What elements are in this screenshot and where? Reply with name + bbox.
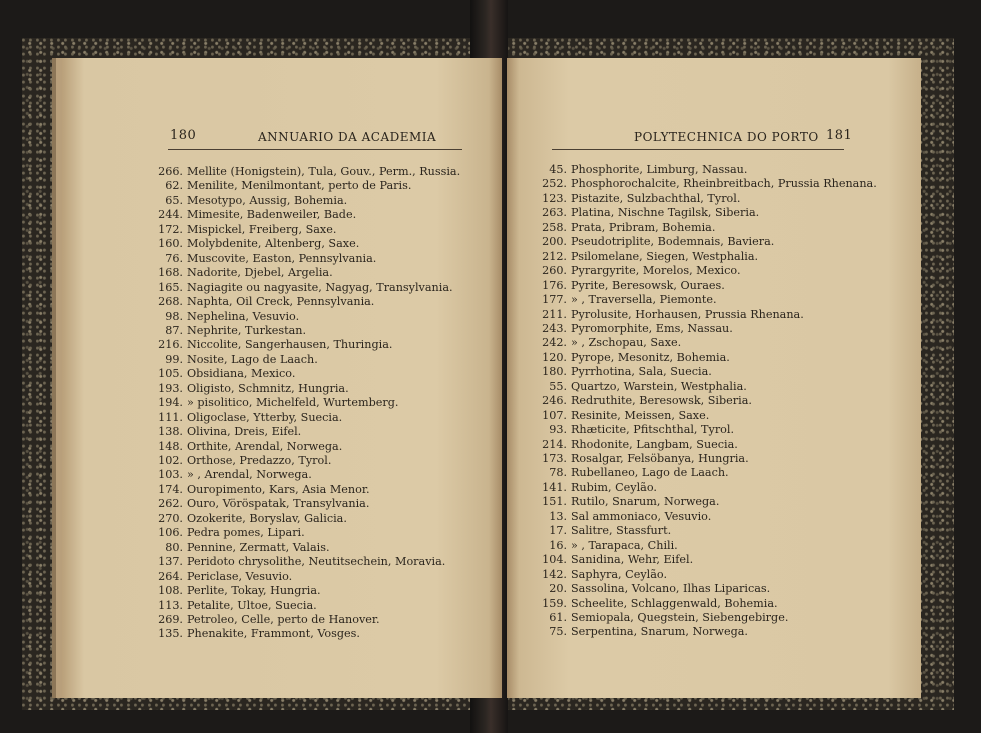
entry-text: Orthite, Arendal, Norwega. [187,439,343,453]
entry-text: Saphyra, Ceylão. [571,567,667,581]
entry-number: 105. [158,367,183,381]
list-item [157,454,331,468]
entry-number: 216. [158,338,183,352]
list-item [541,539,678,553]
entry-text: Periclase, Vesuvio. [187,569,293,583]
list-item [157,570,292,584]
entry-text: » , Tarapaca, Chili. [571,538,678,552]
list-item [541,365,712,379]
entry-text: Pennine, Zermatt, Valais. [187,540,330,554]
entry-text: Perlite, Tokay, Hungria. [187,584,321,598]
entry-number: 55. [549,379,567,393]
list-item [157,512,347,526]
entry-text: Niccolite, Sangerhausen, Thuringia. [187,338,393,352]
entry-number: 93. [549,423,567,437]
list-item [157,555,445,569]
entry-text: Scheelite, Schlaggenwald, Bohemia. [571,596,778,610]
list-item [157,541,330,555]
list-item [541,308,804,322]
entry-number: 244. [158,208,183,222]
list-item [541,221,715,235]
entry-text: » , Traversella, Piemonte. [571,293,717,307]
entry-text: Pyrolusite, Horhausen, Prussia Rhenana. [571,307,804,321]
entry-text: Platina, Nischne Tagilsk, Siberia. [571,206,760,220]
entry-text: Sal ammoniaco, Vesuvio. [571,509,712,523]
entry-number: 107. [542,408,567,422]
entry-text: Pyromorphite, Ems, Nassau. [571,321,733,335]
list-item [541,553,693,567]
list-item [541,409,709,423]
entry-number: 102. [158,454,183,467]
list-item [157,584,321,598]
list-item [541,510,711,524]
entry-number: 173. [542,452,567,465]
entry-number: 62. [165,179,183,193]
list-item [157,367,295,381]
list-item [157,295,374,309]
entry-text: Phenakite, Frammont, Vosges. [187,627,360,641]
list-item [541,279,725,293]
entry-text: » pisolitico, Michelfeld, Wurtemberg. [187,396,399,410]
entry-text: Pistazite, Sulzbachthal, Tyrol. [571,191,741,205]
entry-text: Serpentina, Snarum, Norwega. [571,625,748,639]
entry-number: 75. [549,625,567,639]
list-item [541,177,877,191]
entry-number: 168. [158,266,183,280]
entry-number: 159. [542,596,567,610]
entry-text: Pyrite, Beresowsk, Ouraes. [571,278,725,292]
entry-number: 123. [542,191,567,205]
entry-number: 16. [549,538,567,552]
entry-number: 98. [165,309,183,323]
left-header-rule [168,149,462,150]
list-item [541,293,717,307]
entry-text: Nephelina, Vesuvio. [187,309,300,323]
entry-number: 135. [158,627,183,641]
entry-number: 242. [542,336,567,350]
entry-number: 45. [549,163,567,176]
list-item [541,466,729,480]
list-item [157,194,347,208]
entry-text: Mellite (Honigstein), Tula, Gouv., Perm., Russia. [187,165,461,178]
list-item [157,208,356,222]
entry-text: Pyrrhotina, Sala, Suecia. [571,365,712,379]
entry-number: 142. [542,567,567,581]
entry-text: Pyrope, Mesonitz, Bohemia. [571,350,730,364]
list-item [157,440,342,454]
entry-text: Rubellaneo, Lago de Laach. [571,466,729,480]
entry-text: Redruthite, Beresowsk, Siberia. [571,394,752,408]
list-item [157,281,453,295]
entry-number: 177. [542,293,567,307]
list-item [157,310,299,324]
entry-number: 104. [542,553,567,567]
right-page-number: 181 [826,128,853,143]
list-item [541,235,774,249]
list-item [541,452,749,466]
entry-number: 211. [542,307,567,321]
entry-text: Nosite, Lago de Laach. [187,352,318,366]
entry-text: Rhæticite, Pfitschthal, Tyrol. [571,423,735,437]
entry-number: 106. [158,526,183,540]
list-item [541,192,740,206]
entry-text: Phosphorochalcite, Rheinbreitbach, Prussia Rhenana. [571,177,877,191]
entry-number: 252. [542,177,567,191]
list-item [157,252,376,266]
entry-text: Quartzo, Warstein, Westphalia. [571,379,747,393]
list-item [541,611,788,625]
list-item [541,582,770,596]
entry-number: 137. [158,555,183,569]
entry-number: 108. [158,584,183,598]
list-item [541,597,778,611]
list-item [157,396,398,410]
entry-text: Prata, Pribram, Bohemia. [571,220,716,234]
entry-text: Oligisto, Schmnitz, Hungria. [187,381,349,395]
entry-text: Petroleo, Celle, perto de Hanover. [187,612,380,626]
list-item [541,336,681,350]
entry-number: 200. [542,235,567,249]
entry-text: Semiopala, Quegstein, Siebengebirge. [571,610,789,624]
list-item [541,250,758,264]
entry-number: 65. [165,193,183,207]
entry-number: 269. [158,612,183,626]
entry-number: 165. [158,280,183,294]
list-item [541,423,734,437]
entry-text: Obsidiana, Mexico. [187,367,296,381]
entry-text: Ouro, Vöröspatak, Transylvania. [187,497,370,511]
entry-number: 262. [158,497,183,511]
entry-number: 113. [158,598,183,612]
list-item [157,165,460,179]
entry-number: 99. [165,352,183,366]
list-item [157,483,370,497]
list-item [541,351,730,365]
entry-number: 176. [542,278,567,292]
entry-text: Pedra pomes, Lipari. [187,526,305,540]
entry-text: Sassolina, Volcano, Ilhas Liparicas. [571,582,771,596]
entry-number: 243. [542,321,567,335]
entry-number: 141. [542,480,567,494]
entry-text: Resinite, Meissen, Saxe. [571,408,710,422]
entry-number: 266. [158,165,183,178]
list-item [157,599,317,613]
entry-text: Sanidina, Wehr, Eifel. [571,553,694,567]
entry-text: Rutilo, Snarum, Norwega. [571,495,720,509]
list-item [157,526,305,540]
entry-text: Orthose, Predazzo, Tyrol. [187,454,332,467]
list-item [157,627,360,641]
entry-number: 214. [542,437,567,451]
entry-number: 20. [549,582,567,596]
list-item [541,264,741,278]
entry-number: 193. [158,381,183,395]
list-item [541,568,667,582]
list-item [157,613,380,627]
entry-text: Pseudotriplite, Bodemnais, Baviera. [571,235,775,249]
entry-number: 78. [549,466,567,480]
entry-text: Pyrargyrite, Morelos, Mexico. [571,264,741,278]
entry-number: 17. [549,524,567,538]
entry-number: 194. [158,396,183,410]
list-item [157,179,411,193]
entry-text: Petalite, Ultoe, Suecia. [187,598,317,612]
entry-number: 174. [158,482,183,496]
entry-text: Muscovite, Easton, Pennsylvania. [187,251,377,265]
entry-number: 264. [158,569,183,583]
entry-number: 87. [165,323,183,337]
entry-number: 61. [549,610,567,624]
list-item [157,425,301,439]
entry-text: Nadorite, Djebel, Argelia. [187,266,333,280]
entry-number: 246. [542,394,567,408]
list-item [541,625,748,639]
list-item [541,163,747,177]
entry-text: Nagiagite ou nagyasite, Nagyag, Transylvania. [187,280,453,294]
list-item [157,353,318,367]
list-item [541,380,747,394]
entry-number: 151. [542,495,567,509]
list-item [157,338,392,352]
entry-number: 111. [158,410,183,424]
entry-text: Nephrite, Turkestan. [187,323,307,337]
entry-text: Rubim, Ceylão. [571,480,657,494]
list-item [541,394,752,408]
left-page-number: 180 [170,128,197,143]
list-item [157,324,306,338]
right-header-rule [552,149,844,150]
entry-number: 268. [158,295,183,309]
entry-number: 212. [542,249,567,263]
entry-text: Oligoclase, Ytterby, Suecia. [187,410,343,424]
list-item [541,481,657,495]
entry-text: Naphta, Oil Creck, Pennsylvania. [187,295,375,309]
entry-number: 260. [542,264,567,278]
entry-text: Olivina, Dreis, Eifel. [187,425,302,439]
entry-number: 120. [542,350,567,364]
list-item [541,524,671,538]
list-item [541,438,738,452]
entry-text: Salitre, Stassfurt. [571,524,672,538]
entry-number: 76. [165,251,183,265]
entry-number: 180. [542,365,567,379]
entry-text: » , Arendal, Norwega. [187,468,312,482]
entry-text: Ouropimento, Kars, Asia Menor. [187,482,370,496]
entry-text: Mimesite, Badenweiler, Bade. [187,208,357,222]
entry-text: Menilite, Menilmontant, perto de Paris. [187,179,412,193]
entry-number: 138. [158,425,183,439]
entry-text: Peridoto chrysolithe, Neutitsechein, Moravia. [187,555,446,569]
list-item [157,237,359,251]
entry-text: Mispickel, Freiberg, Saxe. [187,222,337,236]
entry-text: Rosalgar, Felsöbanya, Hungria. [571,452,749,465]
list-item [157,223,336,237]
entry-number: 103. [158,468,183,482]
list-item [157,411,342,425]
entry-text: Molybdenite, Altenberg, Saxe. [187,237,360,251]
list-item [157,468,312,482]
right-running-head: POLYTECHNICA DO PORTO [634,130,819,144]
entry-number: 13. [549,509,567,523]
list-item [541,206,759,220]
entry-number: 80. [165,540,183,554]
entry-number: 258. [542,220,567,234]
entry-number: 160. [158,237,183,251]
entry-number: 263. [542,206,567,220]
entry-text: Psilomelane, Siegen, Westphalia. [571,249,759,263]
list-item [541,495,719,509]
list-item [157,382,349,396]
entry-text: Rhodonite, Langbam, Suecia. [571,437,738,451]
entry-text: Ozokerite, Boryslav, Galicia. [187,511,347,525]
entry-text: » , Zschopau, Saxe. [571,336,682,350]
entry-number: 172. [158,222,183,236]
entry-number: 270. [158,511,183,525]
entry-text: Phosphorite, Limburg, Nassau. [571,163,748,176]
list-item [541,322,733,336]
entry-text: Mesotypo, Aussig, Bohemia. [187,193,348,207]
left-running-head: ANNUARIO DA ACADEMIA [258,130,437,144]
entry-number: 148. [158,439,183,453]
list-item [157,266,333,280]
list-item [157,497,369,511]
